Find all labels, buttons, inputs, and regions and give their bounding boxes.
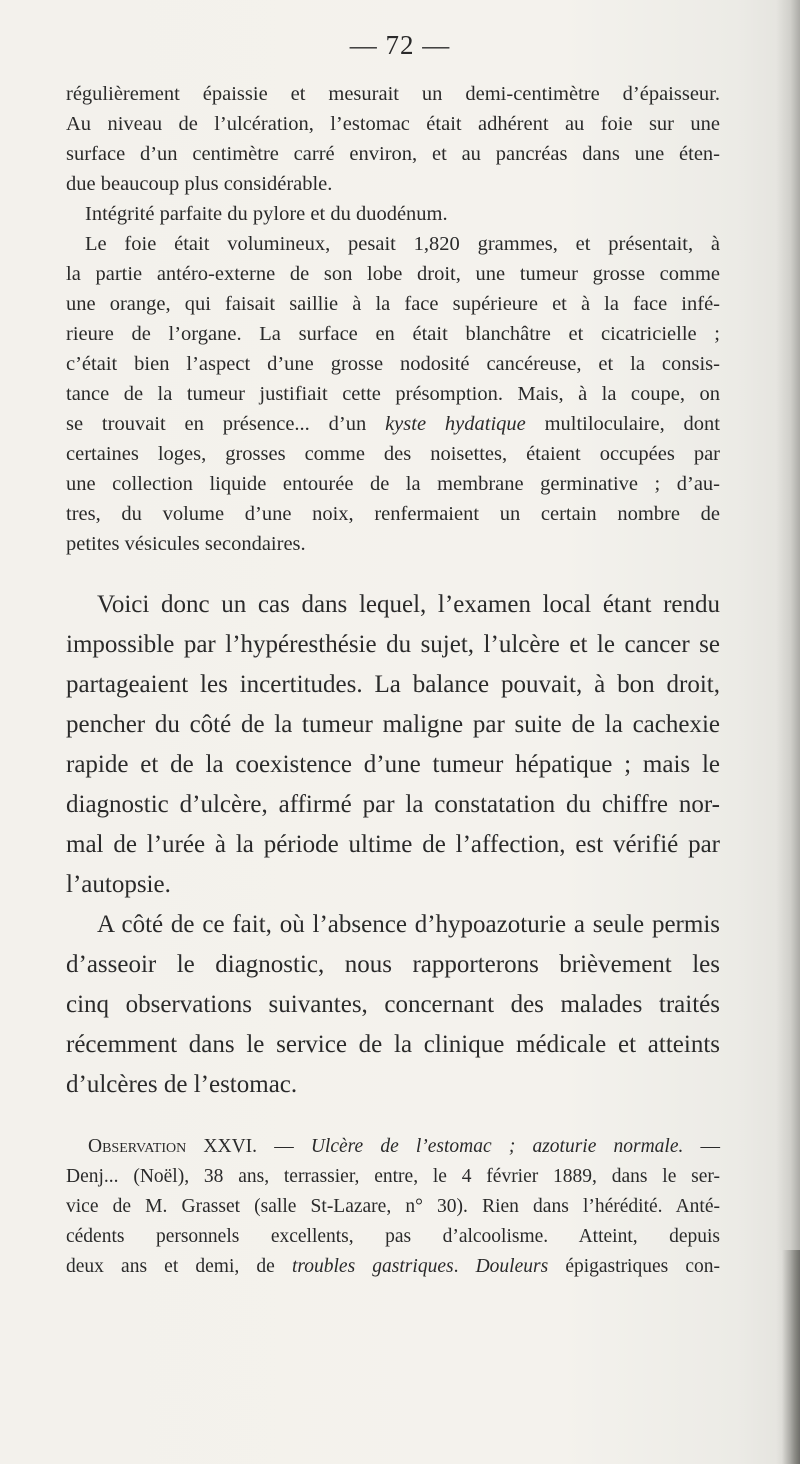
text-line: la partie antéro-externe de son lobe droit, une tumeur grosse comme: [66, 263, 720, 285]
text-line: une orange, qui faisait saillie à la face supérieure et à la face infé-: [66, 293, 720, 315]
text-run: deux ans et demi, de: [66, 1256, 292, 1277]
text-line: Au niveau de l’ulcération, l’estomac était adhérent au foie sur une: [66, 113, 720, 135]
page-edge-shadow-bottom: [782, 1250, 800, 1464]
page-number: — 72 —: [349, 30, 451, 60]
text-line: Le foie était volumineux, pesait 1,820 grammes, et présentait, à: [85, 233, 720, 255]
observation-label: Observation XXVI.: [88, 1136, 258, 1157]
italic-term: kyste hydatique: [385, 413, 526, 435]
text-line: régulièrement épaissie et mesurait un demi-centimètre d’épaisseur.: [66, 83, 720, 105]
text-line: tres, du volume d’une noix, renfermaient un certain nombre de: [66, 503, 720, 525]
text-line: d’asseoir le diagnostic, nous rapporterons brièvement les: [66, 951, 720, 978]
text-run: —: [257, 1136, 311, 1157]
text-line: Denj... (Noël), 38 ans, terrassier, entre, le 4 février 1889, dans le ser-: [66, 1166, 720, 1187]
page-edge-shadow: [776, 0, 800, 1464]
text-line: impossible par l’hypéresthésie du sujet, l’ulcère et le cancer se: [66, 631, 720, 658]
text-line: petites vésicules secondaires.: [66, 533, 306, 555]
text-run: .: [453, 1256, 476, 1277]
text-line: cédents personnels excellents, pas d’alcoolisme. Atteint, depuis: [66, 1226, 720, 1247]
text-line: cinq observations suivantes, concernant des malades traités: [66, 991, 720, 1018]
observation-title: Ulcère de l’estomac ; azoturie normale.: [310, 1136, 684, 1157]
text-line-with-italic: [66, 413, 720, 436]
text-line: l’autopsie.: [66, 871, 171, 898]
text-line: partageaient les incertitudes. La balance pouvait, à bon droit,: [66, 671, 720, 698]
italic-term: troubles gastriques: [291, 1256, 454, 1277]
text-line: surface d’un centimètre carré environ, et au pancréas dans une éten-: [66, 143, 720, 165]
text-run: multiloculaire, dont: [525, 413, 720, 435]
observation-heading: [88, 1136, 720, 1158]
text-line: Voici donc un cas dans lequel, l’examen local étant rendu: [97, 591, 720, 618]
text-line: mal de l’urée à la période ultime de l’affection, est vérifié par: [66, 831, 720, 858]
text-line: certaines loges, grosses comme des noisettes, étaient occupées par: [66, 443, 720, 465]
text-line: Intégrité parfaite du pylore et du duodénum.: [85, 203, 448, 225]
text-line: une collection liquide entourée de la membrane germinative ; d’au-: [66, 473, 720, 495]
text-run: se trouvait en présence... d’un: [66, 413, 386, 435]
text-line: rieure de l’organe. La surface en était blanchâtre et cicatricielle ;: [66, 323, 720, 345]
text-line-with-italic: [66, 1256, 720, 1278]
text-line: récemment dans le service de la clinique médicale et atteints: [66, 1031, 720, 1058]
text-run: —: [683, 1136, 721, 1157]
text-line: d’ulcères de l’estomac.: [66, 1071, 298, 1098]
text-line: diagnostic d’ulcère, affirmé par la constatation du chiffre nor-: [66, 791, 720, 818]
text-line: tance de la tumeur justifiait cette présomption. Mais, à la coupe, on: [66, 383, 720, 405]
text-line: c’était bien l’aspect d’une grosse nodosité cancéreuse, et la consis-: [66, 353, 720, 375]
text-line: A côté de ce fait, où l’absence d’hypoazoturie a seule permis: [97, 911, 720, 938]
text-line: vice de M. Grasset (salle St-Lazare, n° 30). Rien dans l’hérédité. Anté-: [66, 1196, 720, 1217]
text-line: due beaucoup plus considérable.: [66, 173, 333, 195]
text-line: pencher du côté de la tumeur maligne par suite de la cachexie: [66, 711, 720, 738]
italic-term: Douleurs: [475, 1256, 549, 1277]
text-line: rapide et de la coexistence d’une tumeur hépatique ; mais le: [66, 751, 720, 778]
text-run: épigastriques con-: [548, 1256, 721, 1277]
